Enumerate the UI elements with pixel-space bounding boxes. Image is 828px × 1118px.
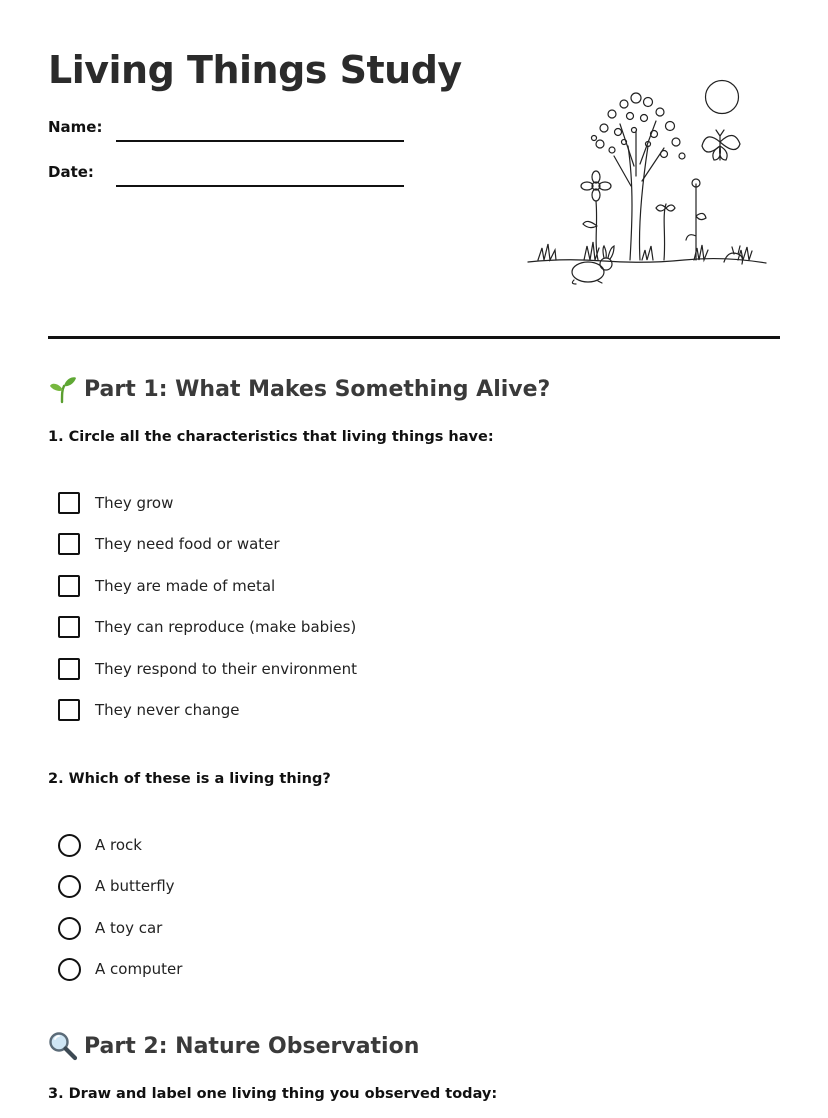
name-write-line[interactable] — [116, 140, 404, 142]
q1-option[interactable] — [58, 615, 356, 639]
part2-heading — [48, 1031, 419, 1061]
option-label: A rock — [95, 836, 142, 854]
option-label: A butterfly — [95, 877, 175, 895]
radio-button[interactable] — [58, 834, 81, 857]
option-label: They grow — [95, 494, 174, 512]
checkbox[interactable] — [58, 533, 80, 555]
nature-illustration — [524, 76, 774, 288]
part1-heading-text: Part 1: What Makes Something Alive? — [84, 376, 551, 402]
q2-option[interactable] — [58, 916, 162, 940]
date-field — [48, 163, 404, 181]
radio-button[interactable] — [58, 958, 81, 981]
butterfly-icon — [702, 130, 740, 160]
flower-icon — [581, 171, 611, 260]
q1-option[interactable] — [58, 698, 240, 722]
q1-option[interactable] — [58, 574, 275, 598]
magnifying-glass-icon — [48, 1031, 78, 1061]
checkbox[interactable] — [58, 616, 80, 638]
option-label: They are made of metal — [95, 577, 276, 595]
option-label: A toy car — [95, 919, 163, 937]
checkbox[interactable] — [58, 658, 80, 680]
tree-canopy — [592, 93, 686, 159]
option-label: They respond to their environment — [95, 660, 357, 678]
question-2: 2. Which of these is a living thing? — [48, 771, 331, 787]
rabbit-icon — [572, 246, 614, 284]
checkbox[interactable] — [58, 699, 80, 721]
worksheet-title: Living Things Study — [48, 48, 462, 92]
option-label: They need food or water — [95, 535, 280, 553]
part2-heading-text: Part 2: Nature Observation — [84, 1033, 420, 1059]
date-label: Date: — [48, 163, 94, 181]
q1-option[interactable] — [58, 532, 280, 556]
q2-option[interactable] — [58, 957, 182, 981]
name-label: Name: — [48, 118, 103, 136]
q1-option[interactable] — [58, 657, 357, 681]
checkbox[interactable] — [58, 575, 80, 597]
date-write-line[interactable] — [116, 185, 404, 187]
checkbox[interactable] — [58, 492, 80, 514]
name-field — [48, 118, 404, 136]
q1-option[interactable] — [58, 491, 173, 515]
question-3: 3. Draw and label one living thing you observed today: — [48, 1086, 498, 1102]
seedling-icon — [48, 374, 78, 404]
question-1: 1. Circle all the characteristics that living things have: — [48, 429, 494, 445]
q2-option[interactable] — [58, 874, 175, 898]
radio-button[interactable] — [58, 875, 81, 898]
option-label: They never change — [95, 701, 240, 719]
section-divider — [48, 336, 780, 339]
q2-option[interactable] — [58, 833, 142, 857]
radio-button[interactable] — [58, 917, 81, 940]
part1-heading — [48, 374, 550, 404]
option-label: A computer — [95, 960, 183, 978]
sun-icon — [706, 81, 739, 114]
option-label: They can reproduce (make babies) — [95, 618, 357, 636]
